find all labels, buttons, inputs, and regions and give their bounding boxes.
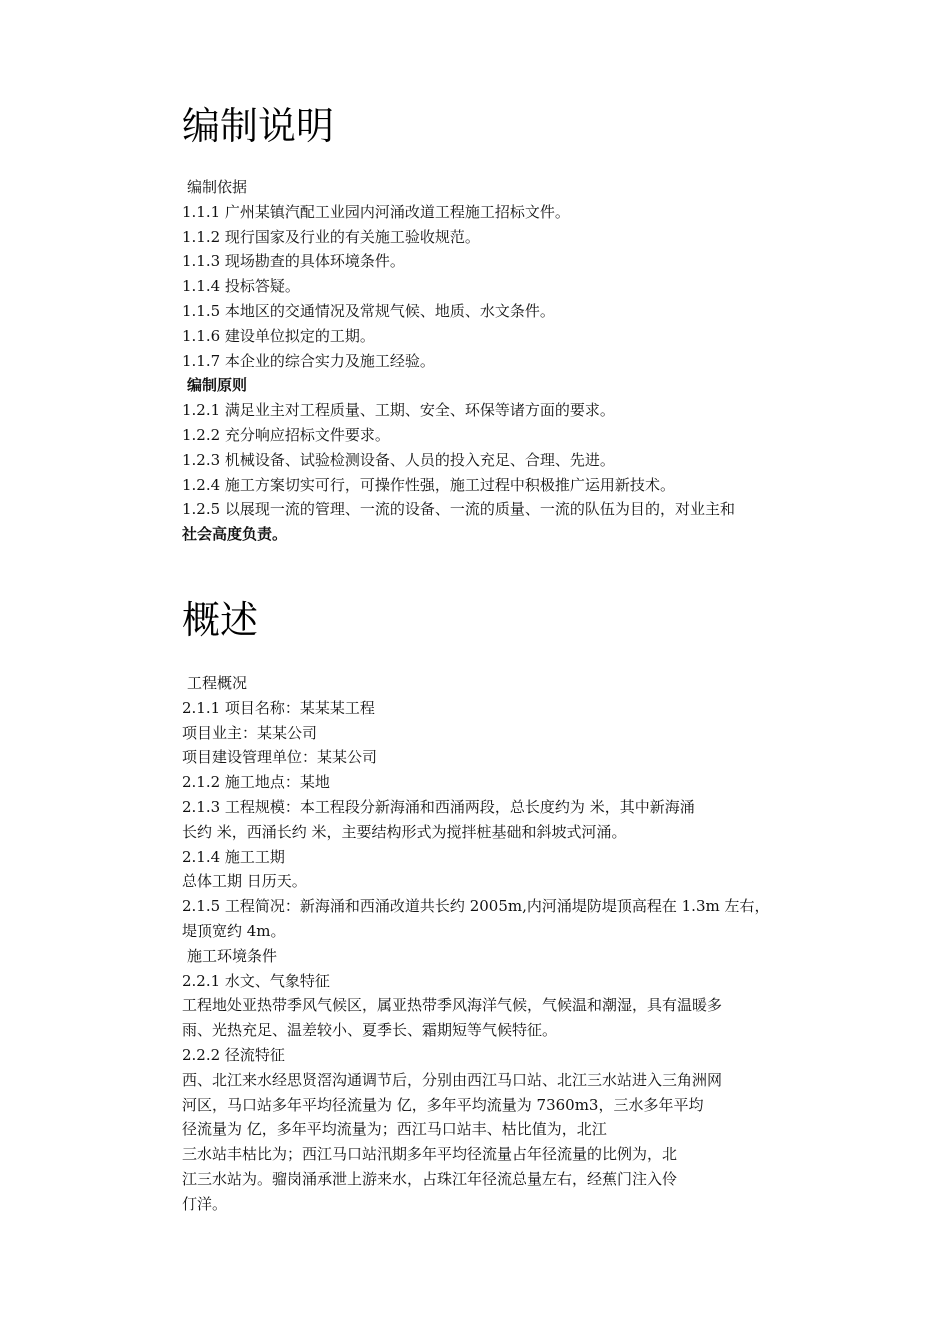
environment-line: 仃洋。 bbox=[182, 1194, 228, 1213]
subheading-principle: 编制原则 bbox=[187, 376, 248, 395]
environment-line: 径流量为 亿，多年平均流量为；西江马口站丰、枯比值为，北江 bbox=[182, 1120, 607, 1139]
overview-line: 项目建设管理单位：某某公司 bbox=[182, 748, 378, 767]
basis-item: 1.1.5 本地区的交通情况及常规气候、地质、水文条件。 bbox=[182, 301, 555, 320]
subheading-environment: 施工环境条件 bbox=[187, 946, 278, 965]
overview-line: 2.1.1 项目名称：某某某工程 bbox=[182, 698, 375, 717]
overview-line: 堤顶宽约 4m。 bbox=[182, 921, 286, 940]
overview-line: 项目业主：某某公司 bbox=[182, 723, 318, 742]
basis-item: 1.1.6 建设单位拟定的工期。 bbox=[182, 326, 375, 345]
basis-item: 1.1.3 现场勘查的具体环境条件。 bbox=[182, 252, 405, 271]
principle-item: 1.2.5 以展现一流的管理、一流的设备、一流的质量、一流的队伍为目的，对业主和 bbox=[182, 500, 735, 519]
environment-line: 2.2.1 水文、气象特征 bbox=[182, 971, 330, 990]
environment-line: 雨、光热充足、温差较小、夏季长、霜期短等气候特征。 bbox=[182, 1021, 558, 1040]
environment-line: 2.2.2 径流特征 bbox=[182, 1045, 285, 1064]
basis-item: 1.1.7 本企业的综合实力及施工经验。 bbox=[182, 351, 435, 370]
section-compilation-body bbox=[182, 175, 802, 547]
overview-line: 2.1.3 工程规模：本工程段分新海涌和西涌两段，总长度约为 米，其中新海涌 bbox=[182, 797, 695, 816]
overview-line: 长约 米，西涌长约 米，主要结构形式为搅拌桩基础和斜坡式河涌。 bbox=[182, 822, 627, 841]
basis-item: 1.1.2 现行国家及行业的有关施工验收规范。 bbox=[182, 227, 480, 246]
overview-line: 2.1.4 施工工期 bbox=[182, 847, 285, 866]
environment-line: 江三水站为。骝岗涌承泄上游来水，占珠江年径流总量左右，经蕉门注入伶 bbox=[182, 1169, 678, 1188]
principle-item: 1.2.4 施工方案切实可行，可操作性强，施工过程中积极推广运用新技术。 bbox=[182, 475, 675, 494]
subheading-basis: 编制依据 bbox=[187, 178, 248, 196]
overview-line: 总体工期 日历天。 bbox=[182, 872, 307, 891]
basis-item: 1.1.1 广州某镇汽配工业园内河涌改道工程施工招标文件。 bbox=[182, 202, 570, 221]
environment-line: 工程地处亚热带季风气候区，属亚热带季风海洋气候，气候温和潮湿，具有温暖多 bbox=[182, 996, 723, 1015]
environment-line: 三水站丰枯比为；西江马口站汛期多年平均径流量占年径流量的比例为，北 bbox=[182, 1145, 678, 1164]
principle-item: 1.2.3 机械设备、试验检测设备、人员的投入充足、合理、先进。 bbox=[182, 450, 615, 469]
section-title-compilation: 编制说明 bbox=[182, 104, 335, 148]
environment-line: 西、北江来水经思贤滘沟通调节后，分别由西江马口站、北江三水站进入三角洲网 bbox=[182, 1070, 723, 1089]
overview-line: 2.1.5 工程简况：新海涌和西涌改道共长约 2005m,内河涌堤防堤顶高程在 1.3m 左右， bbox=[182, 897, 770, 916]
document-body bbox=[182, 100, 802, 1216]
subheading-project-overview: 工程概况 bbox=[187, 673, 248, 692]
section-overview-body bbox=[182, 671, 802, 1217]
section-title-overview: 概述 bbox=[182, 597, 259, 642]
principle-item: 1.2.2 充分响应招标文件要求。 bbox=[182, 425, 390, 444]
principle-item-tail: 社会高度负责。 bbox=[182, 525, 288, 544]
environment-line: 河区，马口站多年平均径流量为 亿，多年平均流量为 7360m3，三水多年平均 bbox=[182, 1095, 704, 1114]
principle-item: 1.2.1 满足业主对工程质量、工期、安全、环保等诸方面的要求。 bbox=[182, 401, 615, 420]
basis-item: 1.1.4 投标答疑。 bbox=[182, 277, 300, 296]
overview-line: 2.1.2 施工地点：某地 bbox=[182, 773, 330, 792]
